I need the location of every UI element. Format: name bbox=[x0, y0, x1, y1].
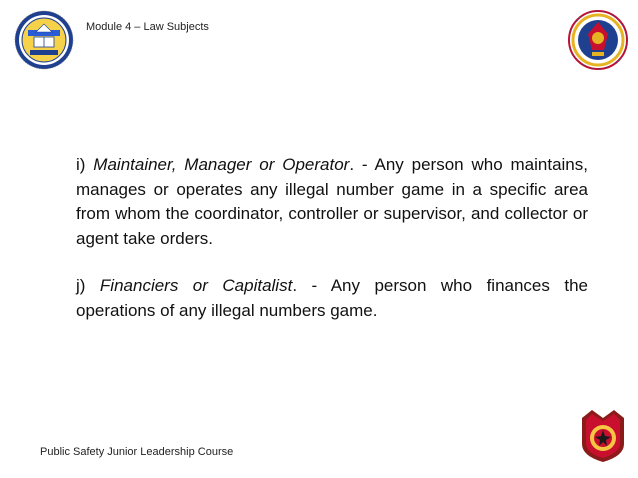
definitions-block bbox=[76, 153, 588, 324]
definition-item-j bbox=[76, 274, 588, 299]
item-prefix: i) bbox=[76, 155, 94, 174]
definition-text: . - Any person who finances the bbox=[292, 276, 588, 296]
fire-protection-badge-icon bbox=[578, 408, 628, 464]
definition-item-i bbox=[76, 153, 588, 251]
definition-term: Financiers or Capitalist bbox=[99, 276, 293, 296]
definition-item-j-continued: operations of any illegal numbers game. bbox=[76, 300, 378, 320]
academy-seal-icon bbox=[14, 10, 74, 70]
national-police-training-seal-icon bbox=[568, 10, 628, 70]
module-title: Module 4 – Law Subjects bbox=[86, 21, 209, 33]
course-title: Public Safety Junior Leadership Course bbox=[40, 446, 234, 458]
definition-term: Maintainer, Manager or Operator bbox=[93, 155, 350, 174]
definition-text: . - Any person who maintains, manages or operates any illegal number game in a specific area from whom the coordinator, controller or supervisor, and collector or agent take orders. bbox=[76, 155, 588, 248]
item-prefix: j) bbox=[76, 276, 100, 296]
